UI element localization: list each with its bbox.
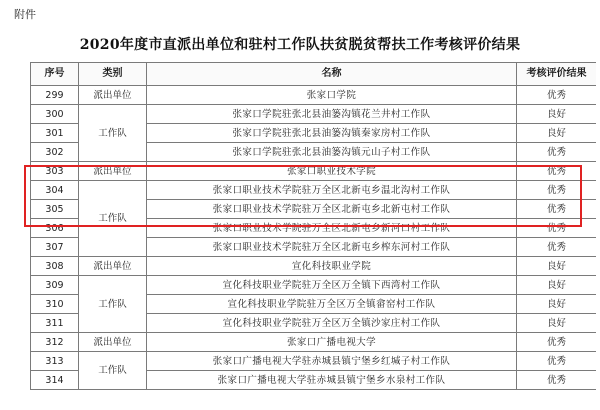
header-result <box>517 63 597 86</box>
cell-no: 300 <box>31 105 79 124</box>
table-row <box>31 276 597 295</box>
cell-no: 313 <box>31 352 79 371</box>
cell-no: 314 <box>31 371 79 390</box>
cell-type: 派出单位 <box>79 86 147 105</box>
cell-result: 良好 <box>517 276 597 295</box>
cell-result: 良好 <box>517 295 597 314</box>
cell-name: 张家口广播电视大学驻赤城县镇宁堡乡水泉村工作队 <box>147 371 517 390</box>
results-table <box>30 62 596 390</box>
cell-no: 305 <box>31 200 79 219</box>
cell-result: 优秀 <box>517 143 597 162</box>
table-row <box>31 86 597 105</box>
cell-no: 312 <box>31 333 79 352</box>
cell-result: 良好 <box>517 257 597 276</box>
cell-result: 优秀 <box>517 162 597 181</box>
cell-type: 工作队 <box>79 105 147 162</box>
header-name: 名称 <box>147 63 517 86</box>
cell-result: 优秀 <box>517 200 597 219</box>
cell-name: 张家口职业技术学院驻万全区北新屯乡榨东河村工作队 <box>147 238 517 257</box>
cell-name: 张家口学院驻张北县油篓沟镇秦家房村工作队 <box>147 124 517 143</box>
table-row <box>31 352 597 371</box>
document-title: 2020年度市直派出单位和驻村工作队扶贫脱贫帮扶工作考核评价结果 <box>79 37 521 53</box>
cell-name: 张家口学院驻张北县油篓沟镇元山子村工作队 <box>147 143 517 162</box>
cell-result: 优秀 <box>517 181 597 200</box>
cell-type: 派出单位 <box>79 257 147 276</box>
header-row <box>31 63 597 86</box>
cell-no: 309 <box>31 276 79 295</box>
cell-name: 张家口广播电视大学驻赤城县镇宁堡乡红堿子村工作队 <box>147 352 517 371</box>
cell-type: 工作队 <box>79 181 147 257</box>
cell-no: 299 <box>31 86 79 105</box>
cell-no: 301 <box>31 124 79 143</box>
table-row <box>31 105 597 124</box>
cell-name: 宣化科技职业学院驻万全区万全镇沙家庄村工作队 <box>147 314 517 333</box>
cell-name: 张家口职业技术学院驻万全区北新屯乡新河口村工作队 <box>147 219 517 238</box>
cell-result: 优秀 <box>517 333 597 352</box>
header-no: 序号 <box>31 63 79 86</box>
table-header <box>31 63 597 86</box>
cell-name: 张家口学院驻张北县油篓沟镇花兰井村工作队 <box>147 105 517 124</box>
cell-name: 张家口职业技术学院驻万全区北新屯乡北新屯村工作队 <box>147 200 517 219</box>
cell-type: 派出单位 <box>79 333 147 352</box>
cell-no: 302 <box>31 143 79 162</box>
cell-result: 良好 <box>517 314 597 333</box>
cell-result: 优秀 <box>517 352 597 371</box>
header-type: 类别 <box>79 63 147 86</box>
attachment-label: 附件 <box>14 8 36 21</box>
table-row <box>31 162 597 181</box>
cell-no: 307 <box>31 238 79 257</box>
table-row <box>31 257 597 276</box>
cell-result: 优秀 <box>517 219 597 238</box>
cell-name: 宣化科技职业学院 <box>147 257 517 276</box>
cell-result: 优秀 <box>517 86 597 105</box>
results-table-container <box>30 62 596 410</box>
cell-result: 良好 <box>517 105 597 124</box>
table-row <box>31 333 597 352</box>
table-body <box>31 86 597 390</box>
cell-name: 张家口职业技术学院驻万全区北新屯乡温北沟村工作队 <box>147 181 517 200</box>
cell-name: 张家口广播电视大学 <box>147 333 517 352</box>
cell-no: 306 <box>31 219 79 238</box>
cell-name: 张家口学院 <box>147 86 517 105</box>
cell-no: 308 <box>31 257 79 276</box>
cell-no: 304 <box>31 181 79 200</box>
cell-name: 宣化科技职业学院驻万全区万全镇畲窑村工作队 <box>147 295 517 314</box>
cell-name: 张家口职业技术学院 <box>147 162 517 181</box>
cell-result: 优秀 <box>517 238 597 257</box>
cell-no: 303 <box>31 162 79 181</box>
cell-name: 宣化科技职业学院驻万全区万全镇下西湾村工作队 <box>147 276 517 295</box>
header-result-label: 考核评价结果 <box>526 68 587 79</box>
cell-result: 良好 <box>517 124 597 143</box>
cell-no: 310 <box>31 295 79 314</box>
cell-result: 优秀 <box>517 371 597 390</box>
cell-no: 311 <box>31 314 79 333</box>
table-row <box>31 181 597 200</box>
cell-type: 工作队 <box>79 276 147 333</box>
cell-type: 派出单位 <box>79 162 147 181</box>
cell-type: 工作队 <box>79 352 147 390</box>
